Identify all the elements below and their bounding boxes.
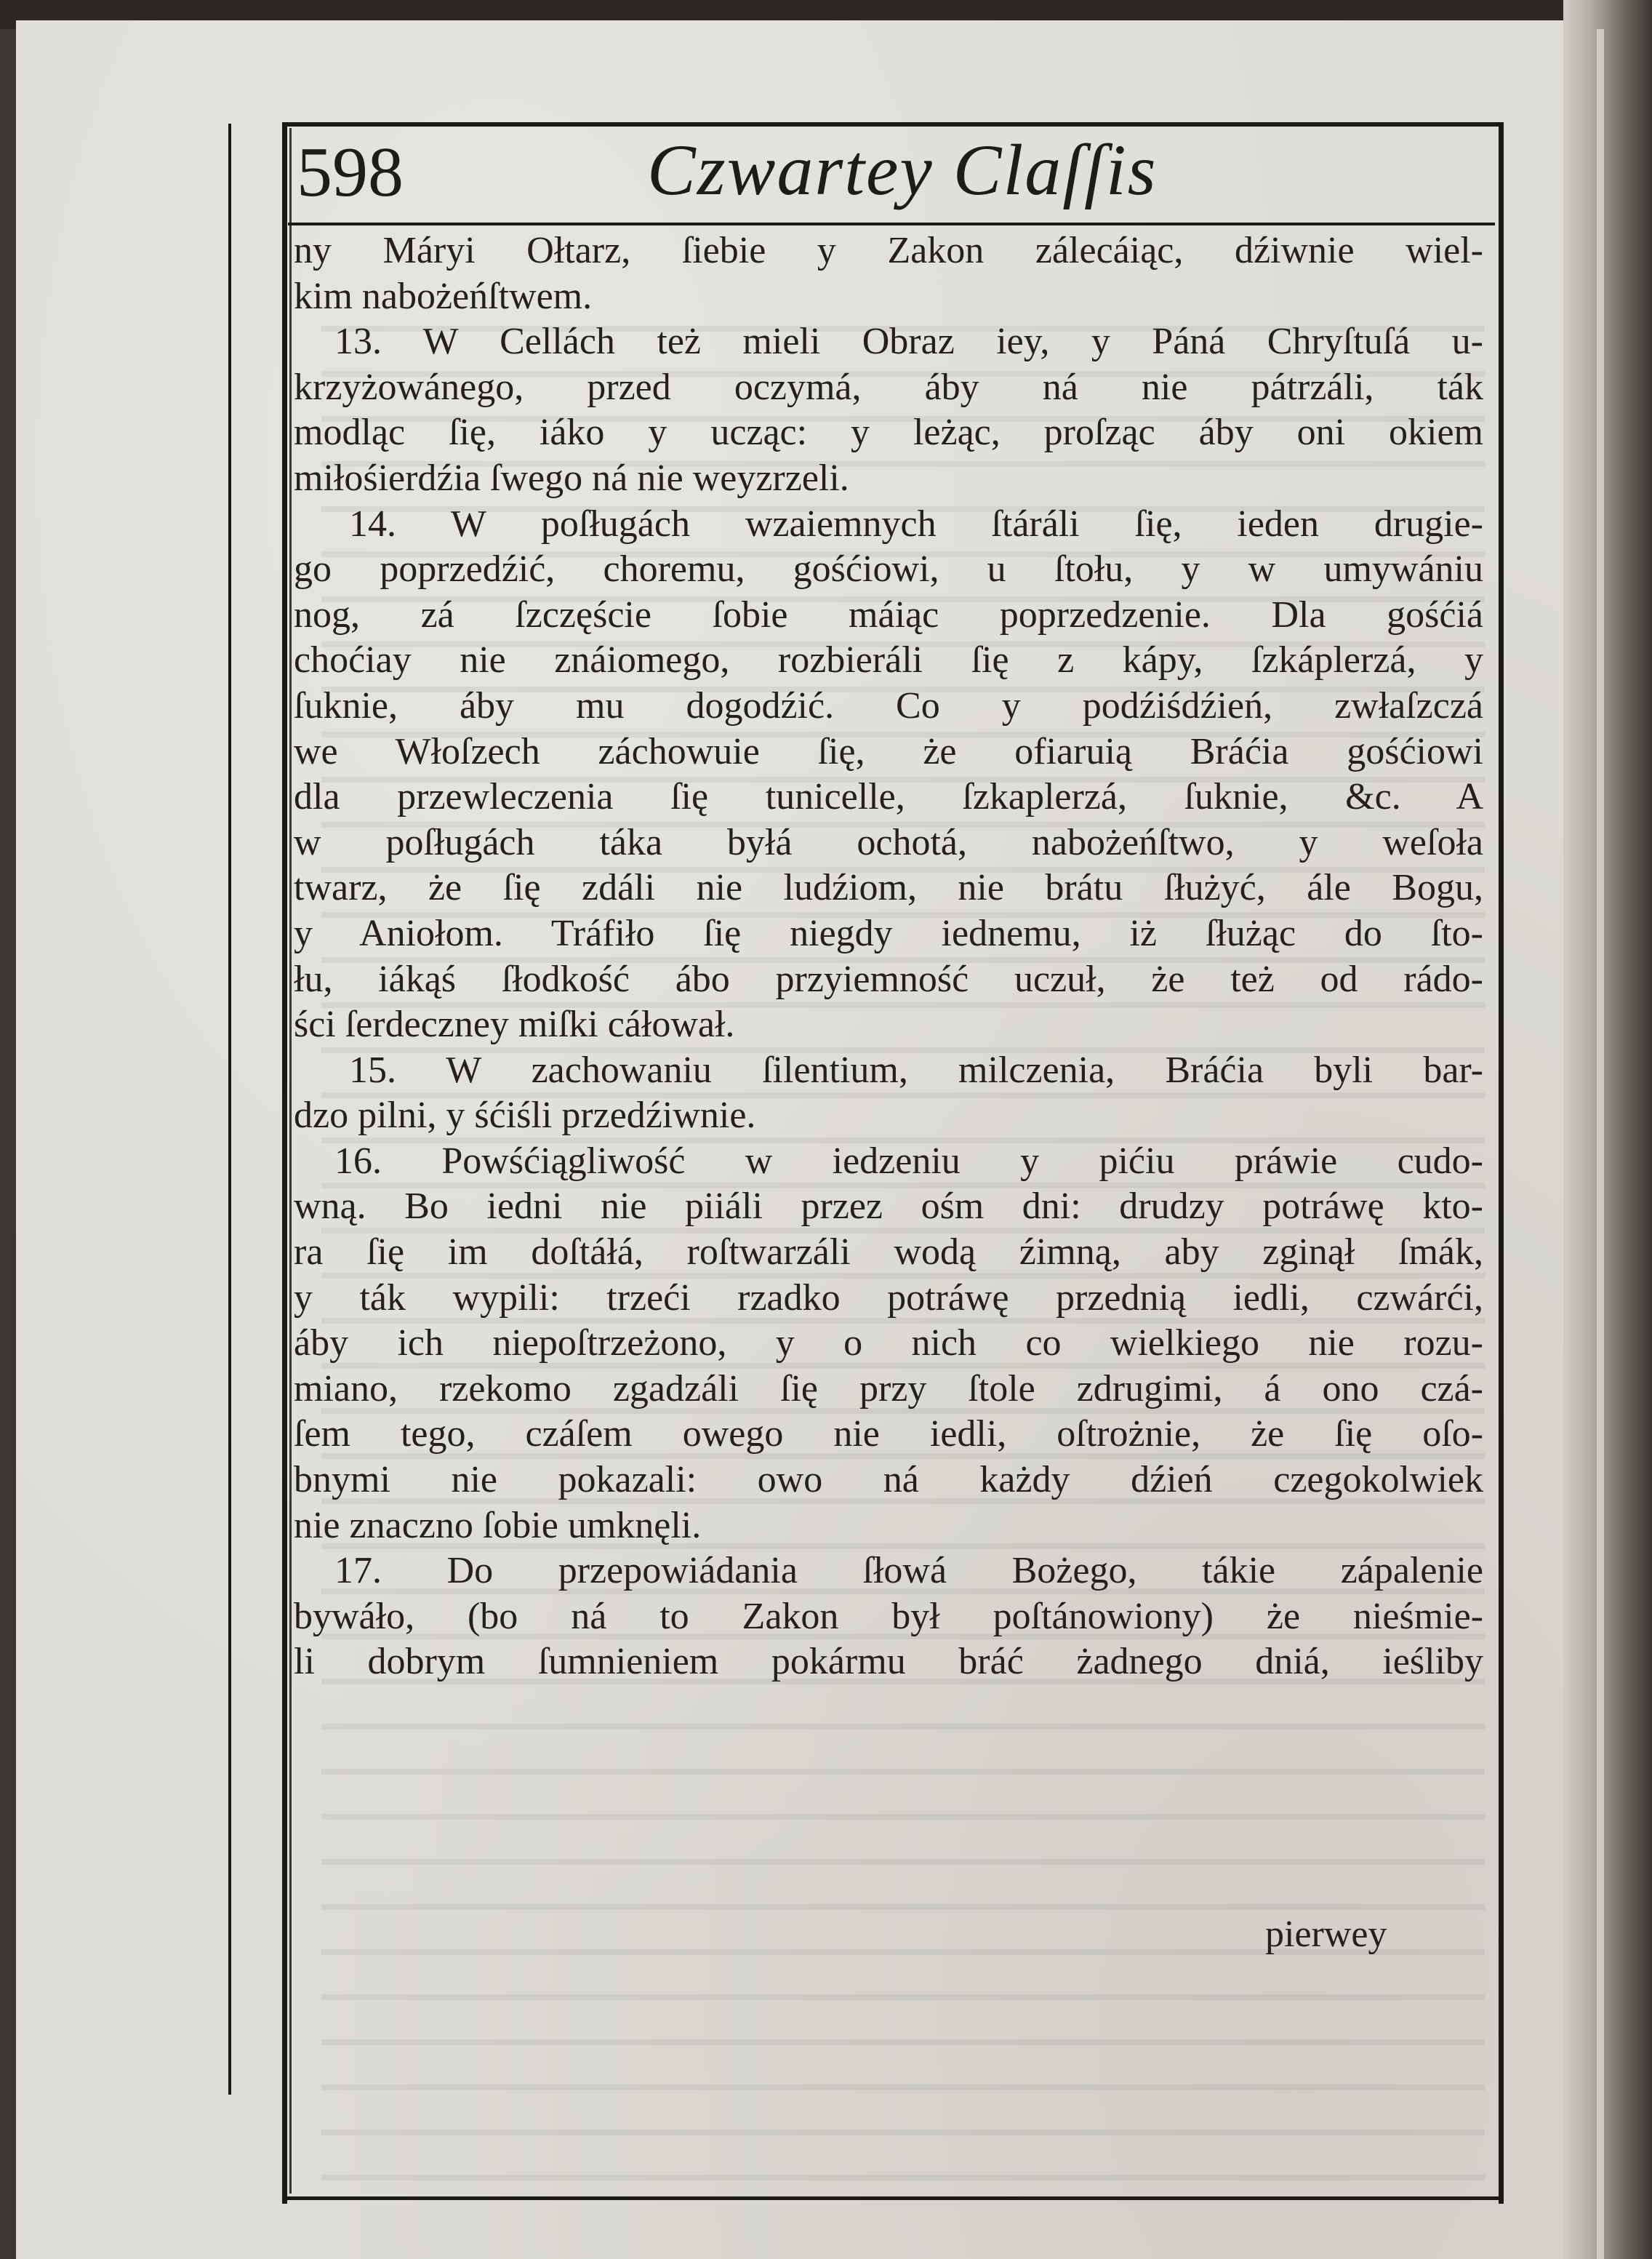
text-line: bywáło, (bo ná to Zakon był poſtánowiony) że nieśmie- xyxy=(294,1595,1483,1637)
text-line: ra ſię im doſtáłá, roſtwarzáli wodą źimną, aby zginął ſmák, xyxy=(294,1231,1483,1274)
page-edge xyxy=(1597,29,1604,2259)
running-head: Czwartey Claſſis xyxy=(647,129,1158,210)
text-line: 16. Powśćiągliwość w iedzeniu y pićiu práwie cudo- xyxy=(334,1140,1483,1182)
book-gutter xyxy=(1563,0,1652,2259)
text-line: krzyżowánego, przed oczymá, áby ná nie pátrzáli, ták xyxy=(294,366,1483,408)
text-line: we Włoſzech záchowuie ſię, że ofiaruią Bráćia gośćiowi xyxy=(294,730,1483,772)
text-line: go poprzedźić, choremu, gośćiowi, u ſtołu, y w umywániu xyxy=(294,548,1483,591)
text-line: choćiay nie znáiomego, rozbieráli ſię z kápy, ſzkáplerzá, y xyxy=(294,639,1483,681)
text-line: ſuknie, áby mu dogodźić. Co y podźiśdźień, zwłaſzczá xyxy=(294,684,1483,727)
text-line: w poſługách táka byłá ochotá, nabożeńſtwo, y weſoła xyxy=(294,821,1483,863)
text-line: nie znaczno ſobie umknęli. xyxy=(294,1504,702,1546)
inner-left-rule xyxy=(289,128,292,2194)
text-line: miano, rzekomo zgadzáli ſię przy ſtole zdrugimi, á ono czá- xyxy=(294,1367,1483,1410)
text-line: 13. W Cellách też mieli Obraz iey, y Páná Chryſtuſá u- xyxy=(334,321,1483,363)
text-line: dla przewleczenia ſię tunicelle, ſzkaplerzá, ſuknie, &c. A xyxy=(294,776,1483,818)
text-line: łu, iákąś ſłodkość ábo przyiemność uczuł, że też od rádo- xyxy=(294,958,1483,1000)
text-line: dzo pilni, y śćiśli przedźiwnie. xyxy=(294,1095,756,1137)
text-line: miłośierdźia ſwego ná nie weyzrzeli. xyxy=(294,457,849,499)
frame-bottom-rule xyxy=(282,2196,1504,2200)
body-text xyxy=(294,228,1483,1685)
text-line: wną. Bo iedni nie piiáli przez ośm dni: drudzy potráwę kto- xyxy=(294,1186,1483,1228)
text-line: bnymi nie pokazali: owo ná każdy dźień czegokolwiek xyxy=(294,1459,1483,1501)
text-line: ny Máryi Ołtarz, ſiebie y Zakon zálecáiąc, dźiwnie wiel- xyxy=(294,230,1483,271)
text-line: kim nabożeńſtwem. xyxy=(294,275,593,317)
page-number: 598 xyxy=(297,133,404,212)
text-line: 17. Do przepowiádania ſłowá Bożego, tákie zápalenie xyxy=(334,1550,1483,1592)
catchword: pierwey xyxy=(1265,1914,1387,1955)
text-line: ści ſerdeczney miſki cáłował. xyxy=(294,1004,735,1046)
text-line: nog, zá ſzczęście ſobie máiąc poprzedzenie. Dla gośćiá xyxy=(294,593,1483,636)
left-margin-rule xyxy=(228,124,231,2095)
text-line: ſem tego, czáſem owego nie iedli, oſtrożnie, że ſię oſo- xyxy=(294,1413,1483,1455)
text-line: li dobrym ſumnieniem pokármu bráć żadnego dniá, ieśliby xyxy=(294,1641,1483,1683)
text-line: 15. W zachowaniu ſilentium, milczenia, Bráćia byli bar- xyxy=(349,1049,1483,1091)
text-line: twarz, że ſię zdáli nie ludźiom, nie brátu ſłużyć, ále Bogu, xyxy=(294,867,1483,909)
text-line: áby ich niepoſtrzeżono, y o nich co wielkiego nie rozu- xyxy=(294,1322,1483,1364)
text-line: 14. W poſługách wzaiemnych ſtáráli ſię, ieden drugie- xyxy=(349,503,1483,545)
text-line: y Aniołom. Tráfiło ſię niegdy iednemu, iż ſłużąc do ſto- xyxy=(294,912,1483,954)
text-line: y ták wypili: trzeći rzadko potráwę przednią iedli, czwárći, xyxy=(294,1276,1483,1319)
header-rule xyxy=(288,223,1495,225)
text-line: modląc ſię, iáko y ucząc: y leżąc, proſząc áby oni okiem xyxy=(294,412,1483,454)
page-header xyxy=(291,129,1483,221)
